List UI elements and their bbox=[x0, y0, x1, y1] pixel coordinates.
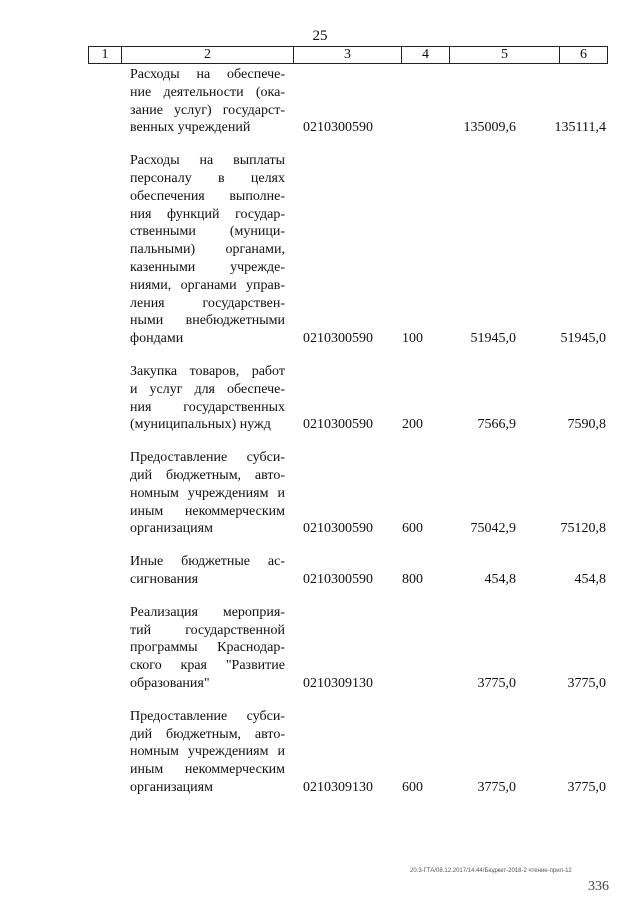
description-line: номным учреждениям и bbox=[130, 485, 285, 501]
description-line: ными внебюджетными bbox=[130, 313, 285, 329]
description-line: организациям bbox=[130, 779, 213, 795]
row-description bbox=[130, 66, 285, 137]
description-line: образования" bbox=[130, 675, 210, 691]
description-line: организациям bbox=[130, 521, 213, 537]
description-line: ние деятельности (ока- bbox=[130, 84, 285, 100]
description-line: Предоставление субси- bbox=[130, 450, 285, 466]
header-col-6: 6 bbox=[580, 47, 587, 62]
description-line: и услуг для обеспече- bbox=[130, 381, 285, 397]
row-description bbox=[130, 449, 285, 538]
row-description bbox=[130, 604, 285, 693]
description-line: Реализация мероприя- bbox=[130, 604, 285, 620]
description-line: Иные бюджетные ас- bbox=[130, 554, 285, 570]
row-value-2018: 75042,9 bbox=[470, 521, 516, 537]
row-expense-type: 200 bbox=[402, 417, 423, 433]
row-code: 0210309130 bbox=[303, 676, 373, 691]
table-row bbox=[0, 363, 640, 434]
description-line: ния функций государ- bbox=[130, 206, 285, 222]
row-description bbox=[130, 363, 285, 434]
header-col-4: 4 bbox=[402, 47, 450, 63]
description-line: зание услуг) государст- bbox=[130, 102, 285, 118]
description-line: ления государствен- bbox=[130, 295, 285, 311]
row-value-2019: 51945,0 bbox=[560, 331, 606, 347]
description-line: программы Краснодар- bbox=[130, 640, 285, 656]
row-code: 0210309130 bbox=[303, 780, 373, 795]
description-line: фондами bbox=[130, 331, 184, 347]
description-line: Расходы на выплаты bbox=[130, 153, 285, 169]
row-value-2019: 3775,0 bbox=[567, 780, 606, 795]
header-col-3: 3 bbox=[294, 47, 402, 63]
row-expense-type: 600 bbox=[402, 780, 423, 795]
description-line: сигнования bbox=[130, 571, 199, 587]
description-line: Предоставление субси- bbox=[130, 708, 285, 724]
description-line: (муниципальных) нужд bbox=[130, 417, 271, 433]
description-line: обеспечения выполне- bbox=[130, 188, 285, 204]
row-expense-type: 600 bbox=[402, 521, 423, 537]
description-line: дий бюджетным, авто- bbox=[130, 726, 285, 742]
row-value-2019: 75120,8 bbox=[560, 521, 606, 537]
description-line: персоналу в целях bbox=[130, 170, 285, 186]
row-value-2018: 3775,0 bbox=[477, 780, 516, 795]
row-value-2018: 454,8 bbox=[484, 571, 516, 587]
row-value-2019: 135111,4 bbox=[554, 120, 606, 136]
row-value-2019: 3775,0 bbox=[567, 676, 606, 691]
table-row bbox=[0, 604, 640, 693]
table-header bbox=[88, 46, 608, 64]
row-expense-type: 100 bbox=[402, 331, 423, 347]
header-col-2: 2 bbox=[122, 47, 294, 63]
table-row bbox=[0, 553, 640, 589]
row-description bbox=[130, 152, 285, 348]
row-value-2019: 454,8 bbox=[574, 571, 606, 587]
header-col-5: 5 bbox=[450, 47, 560, 63]
description-line: тий государственной bbox=[130, 622, 285, 638]
description-line: Расходы на обеспече- bbox=[130, 67, 285, 82]
row-code: 0210300590 bbox=[303, 331, 373, 347]
row-code: 0210300590 bbox=[303, 571, 373, 587]
description-line: казенными учрежде- bbox=[130, 259, 285, 275]
description-line: Закупка товаров, работ bbox=[130, 364, 285, 379]
table-row bbox=[0, 449, 640, 538]
row-code: 0210300590 bbox=[303, 521, 373, 537]
row-value-2019: 7590,8 bbox=[567, 417, 606, 433]
row-code: 0210300590 bbox=[303, 120, 373, 136]
description-line: ского края "Развитие bbox=[130, 658, 285, 674]
row-expense-type: 800 bbox=[402, 571, 423, 587]
description-line: дий бюджетным, авто- bbox=[130, 467, 285, 483]
header-col-1: 1 bbox=[89, 47, 122, 63]
description-line: номным учреждениям и bbox=[130, 744, 285, 760]
page-number: 25 bbox=[312, 28, 328, 44]
table-row bbox=[0, 708, 640, 797]
description-line: ниями, органами управ- bbox=[130, 277, 285, 293]
row-value-2018: 135009,6 bbox=[463, 120, 516, 136]
row-description bbox=[130, 708, 285, 797]
row-description bbox=[130, 553, 285, 589]
row-value-2018: 7566,9 bbox=[477, 417, 516, 433]
description-line: ственными (муници- bbox=[130, 224, 285, 240]
description-line: венных учреждений bbox=[130, 120, 251, 136]
description-line: ния государственных bbox=[130, 399, 285, 415]
row-code: 0210300590 bbox=[303, 417, 373, 433]
description-line: иным некоммерческим bbox=[130, 503, 285, 519]
footer-note: 20.3-ГТА/08.12.2017/14.44/Бюджет-2018-2 чтение-прил-12 bbox=[410, 868, 572, 874]
footer-page-number: 336 bbox=[588, 879, 609, 894]
table-row bbox=[0, 66, 640, 137]
row-value-2018: 3775,0 bbox=[477, 676, 516, 691]
row-value-2018: 51945,0 bbox=[470, 331, 516, 347]
description-line: пальными) органами, bbox=[130, 242, 285, 258]
table-row bbox=[0, 152, 640, 348]
description-line: иным некоммерческим bbox=[130, 762, 285, 778]
